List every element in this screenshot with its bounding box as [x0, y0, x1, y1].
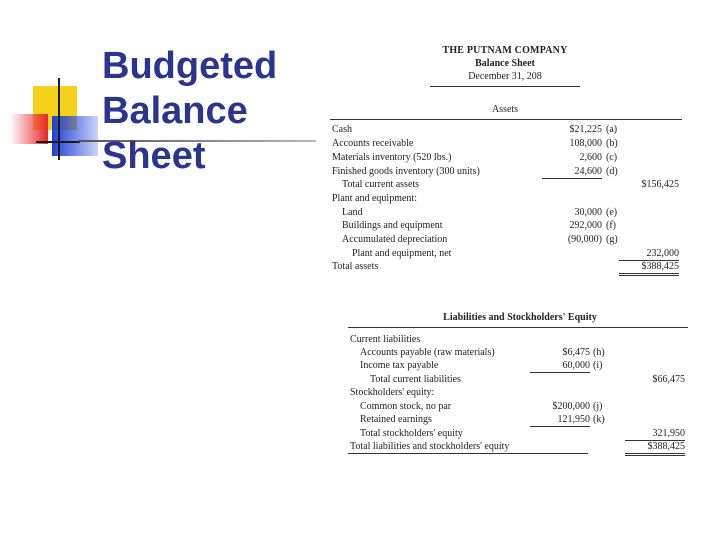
row-label: Buildings and equipment — [342, 220, 443, 231]
table-row — [360, 400, 688, 413]
row-label: Plant and equipment: — [332, 193, 417, 204]
row-total: $66,475 — [652, 374, 685, 385]
row-note: (i) — [593, 360, 603, 371]
row-label: Accumulated depreciation — [342, 234, 448, 245]
row-amount: 121,950 — [530, 413, 590, 427]
row-label: Accounts payable (raw materials) — [360, 347, 495, 358]
row-amount: 60,000 — [530, 359, 590, 373]
row-label: Current liabilities — [350, 334, 421, 345]
row-label: Plant and equipment, net — [352, 248, 452, 259]
decorative-vertical-line — [58, 78, 60, 160]
row-note: (h) — [593, 347, 605, 358]
row-amount: (90,000) — [567, 234, 602, 245]
table-row — [342, 233, 682, 246]
decorative-red-square — [10, 114, 48, 144]
row-label: Common stock, no par — [360, 401, 452, 412]
table-row — [342, 206, 682, 219]
row-label: Accounts receivable — [332, 138, 414, 149]
row-note: (g) — [606, 234, 618, 245]
row-amount: $200,000 — [552, 401, 590, 412]
row-label: Finished goods inventory (300 units) — [332, 166, 480, 177]
row-total: $388,425 — [619, 260, 679, 276]
row-label: Materials inventory (520 lbs.) — [332, 152, 452, 163]
row-label: Total stockholders' equity — [360, 428, 463, 439]
decorative-short-line — [36, 141, 80, 143]
row-amount: 292,000 — [569, 220, 602, 231]
row-label: Land — [342, 207, 363, 218]
row-note: (c) — [606, 152, 618, 163]
statement-title: Balance Sheet — [475, 58, 535, 69]
row-note: (k) — [593, 414, 605, 425]
row-label: Cash — [332, 124, 352, 135]
slide-title — [102, 44, 277, 179]
slide-title-line: Balance — [102, 90, 248, 132]
table-row — [350, 440, 688, 453]
table-row — [360, 359, 688, 372]
table-row — [360, 413, 688, 426]
row-label: Total current assets — [342, 179, 420, 190]
slide-title-line: Budgeted — [102, 45, 278, 87]
row-note: (d) — [606, 166, 618, 177]
statement-date: December 31, 208 — [468, 71, 542, 82]
row-note: (f) — [606, 220, 616, 231]
table-row — [370, 373, 688, 386]
table-row — [360, 346, 688, 359]
row-label: Stockholders' equity: — [350, 387, 435, 398]
row-amount: $6,475 — [562, 347, 590, 358]
company-name: THE PUTNAM COMPANY — [442, 45, 568, 56]
header-rule — [430, 86, 580, 87]
row-amount: 30,000 — [574, 207, 602, 218]
row-amount: 24,600 — [542, 165, 602, 179]
row-note: (e) — [606, 207, 618, 218]
row-amount: 2,600 — [579, 152, 602, 163]
table-row — [352, 247, 682, 260]
row-total: 321,950 — [625, 427, 685, 441]
row-label: Retained earnings — [360, 414, 432, 425]
table-row — [350, 333, 688, 346]
row-label: Income tax payable — [360, 360, 439, 371]
row-label: Total assets — [332, 261, 379, 272]
row-label: Total current liabilities — [370, 374, 461, 385]
table-row — [342, 219, 682, 232]
row-amount: 108,000 — [569, 138, 602, 149]
row-total: $388,425 — [625, 440, 685, 456]
total-rule — [348, 453, 588, 454]
table-row — [332, 123, 682, 136]
row-total: $156,425 — [641, 179, 679, 190]
row-amount: $21,225 — [569, 124, 602, 135]
table-row — [332, 137, 682, 150]
table-row — [360, 427, 688, 440]
liabilities-heading: Liabilities and Stockholders' Equity — [443, 312, 597, 323]
assets-heading: Assets — [491, 104, 519, 115]
row-total: 232,000 — [619, 247, 679, 261]
slide-title-line: Sheet — [102, 135, 206, 177]
table-row — [332, 260, 682, 273]
liabilities-rule — [348, 327, 688, 328]
row-note: (b) — [606, 138, 618, 149]
row-note: (a) — [606, 124, 618, 135]
row-label: Total liabilities and stockholders' equity — [350, 441, 510, 452]
table-row — [350, 386, 688, 399]
table-row — [342, 178, 682, 191]
table-row — [332, 192, 682, 205]
table-row — [332, 151, 682, 164]
assets-rule — [330, 119, 682, 120]
table-row — [332, 165, 682, 178]
row-note: (j) — [593, 401, 603, 412]
